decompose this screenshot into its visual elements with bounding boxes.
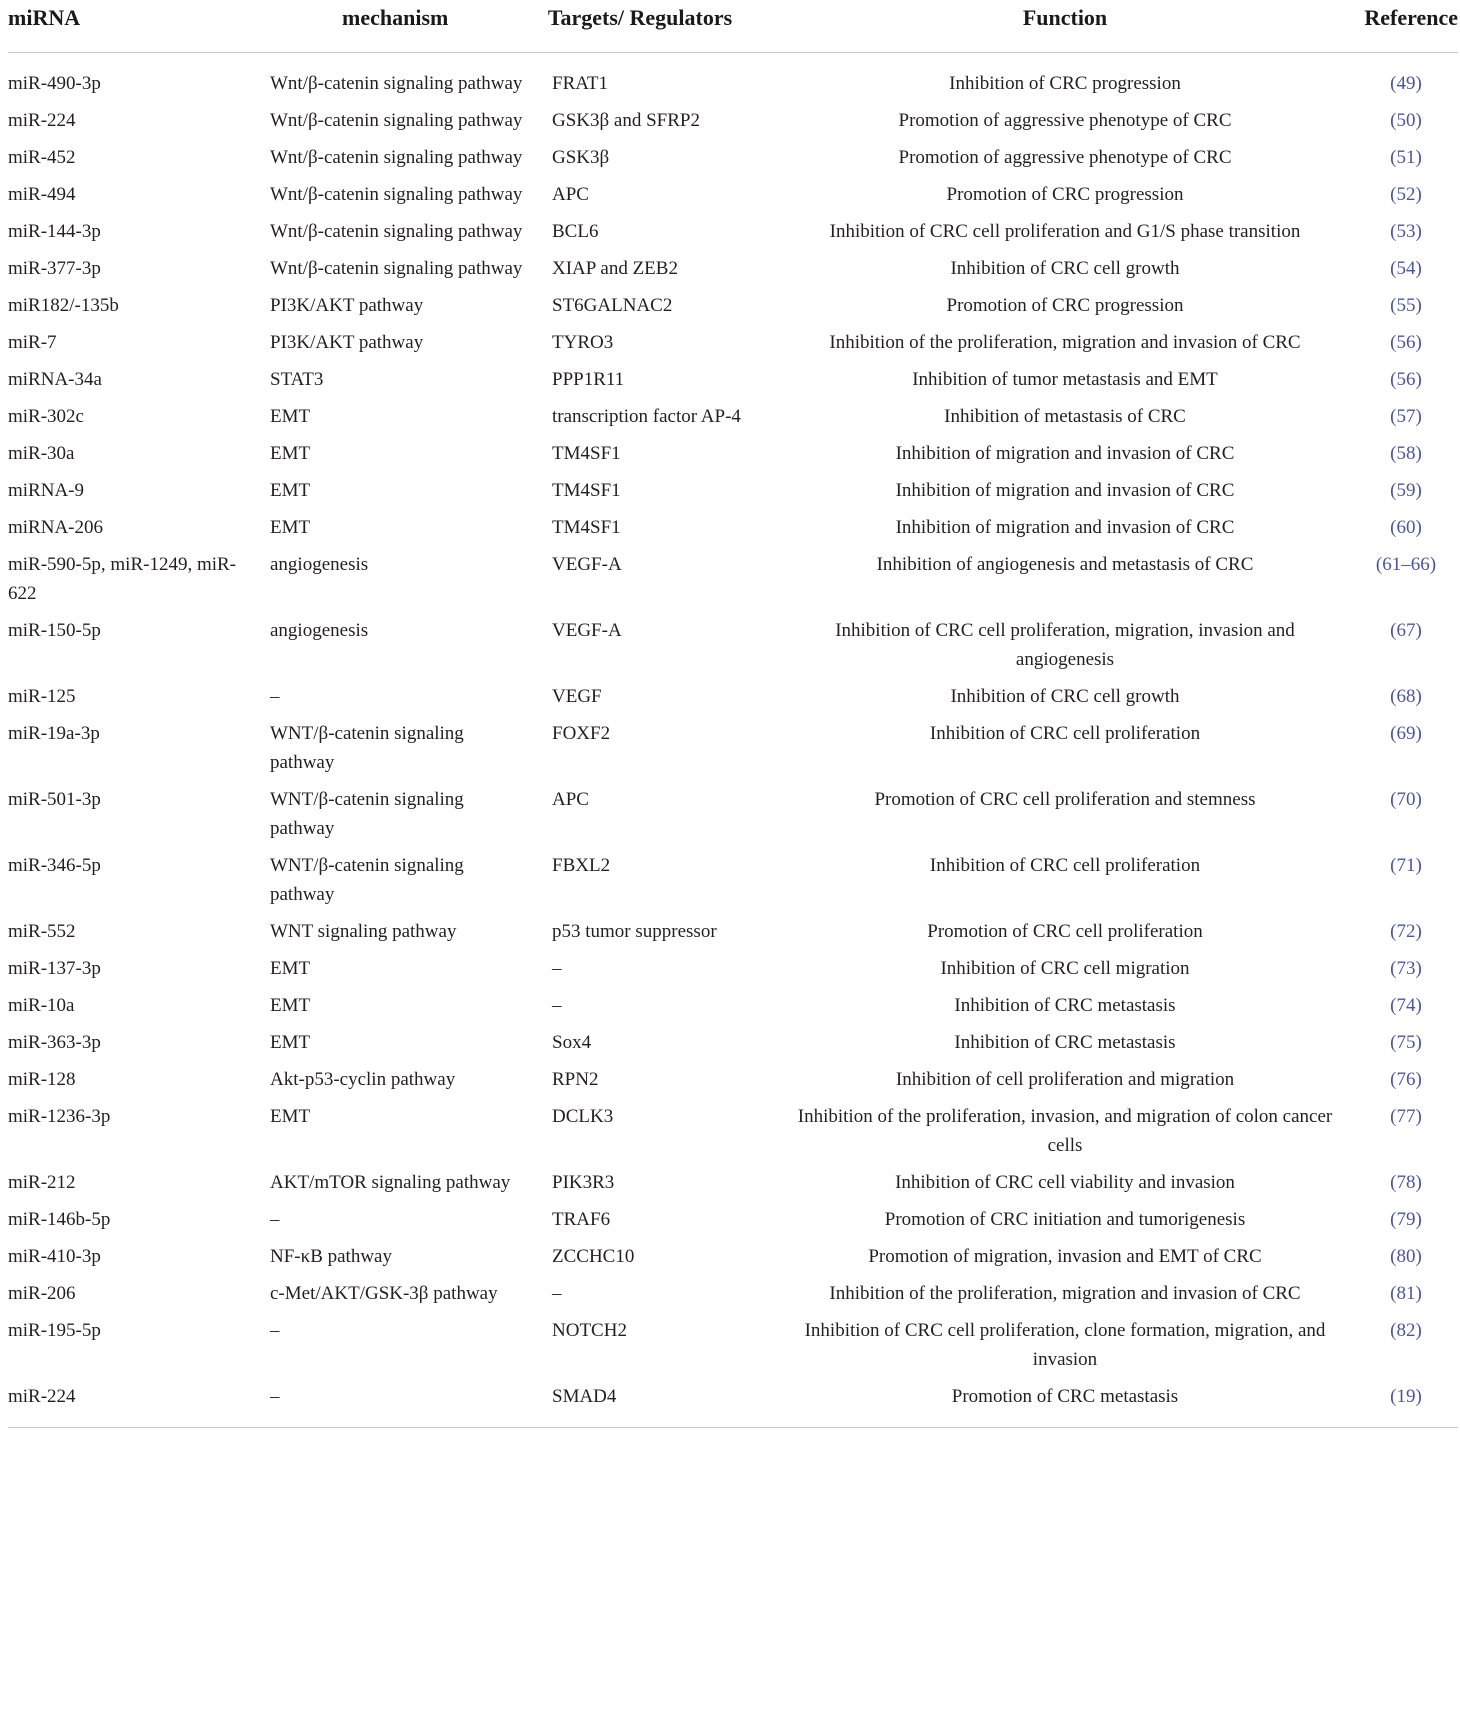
cell-targets: TRAF6 [552,1209,611,1230]
table-row [8,1275,1458,1312]
cell-targets: TM4SF1 [552,480,621,501]
cell-mirna: miR-146b-5p [8,1209,111,1230]
cell-targets: APC [552,184,589,205]
reference-link[interactable]: (55) [1390,295,1422,316]
cell-targets: TM4SF1 [552,443,621,464]
cell-function: Inhibition of CRC cell growth [950,686,1180,707]
cell-mechanism: EMT [270,958,311,979]
table-row [8,678,1458,715]
table-row [8,102,1458,139]
reference-link[interactable]: (70) [1390,789,1422,810]
cell-mechanism: Wnt/β-catenin signaling pathway [270,258,523,279]
cell-function: Inhibition of CRC cell proliferation [929,855,1201,876]
cell-mirna: miR-206 [8,1283,76,1304]
reference-link[interactable]: (60) [1390,517,1422,538]
reference-link[interactable]: (69) [1390,723,1422,744]
reference-link[interactable]: (61–66) [1375,554,1437,575]
cell-function: Promotion of CRC cell proliferation [927,921,1203,942]
cell-mirna: miRNA-206 [8,517,103,538]
reference-link[interactable]: (49) [1390,73,1422,94]
cell-function: Promotion of CRC metastasis [776,1378,1354,1428]
cell-function: Inhibition of CRC cell proliferation, clone formation, migration, and invasion [804,1320,1326,1370]
cell-targets: transcription factor AP-4 [552,406,741,427]
reference-link[interactable]: (53) [1390,221,1422,242]
cell-targets: TM4SF1 [552,517,621,538]
cell-targets: – [552,958,562,979]
table-row [8,987,1458,1024]
reference-link[interactable]: (72) [1390,921,1422,942]
reference-link[interactable]: (19) [1354,1378,1458,1428]
table-row [8,781,1458,847]
cell-mirna: miR-452 [8,147,76,168]
cell-targets: BCL6 [552,221,599,242]
cell-mechanism: EMT [270,1032,311,1053]
table-row [8,1201,1458,1238]
cell-mirna: miR-128 [8,1069,76,1090]
reference-link[interactable]: (58) [1390,443,1422,464]
table-row [8,913,1458,950]
cell-targets: – [552,1283,562,1304]
cell-mechanism: WNT signaling pathway [270,921,457,942]
cell-mirna: miR-590-5p, miR-1249, miR-622 [8,554,236,604]
cell-function: Inhibition of migration and invasion of CRC [895,517,1235,538]
table-row [8,1312,1458,1378]
cell-mechanism: EMT [270,1106,311,1127]
cell-function: Inhibition of CRC cell proliferation [929,723,1201,744]
reference-link[interactable]: (71) [1390,855,1422,876]
cell-function: Inhibition of migration and invasion of CRC [895,480,1235,501]
reference-link[interactable]: (73) [1390,958,1422,979]
cell-mirna: miRNA-9 [8,480,84,501]
cell-mirna: miR-125 [8,686,76,707]
table-row [8,361,1458,398]
table-row [8,950,1458,987]
cell-targets: VEGF [552,686,602,707]
table-row [8,472,1458,509]
cell-mechanism: – [270,1378,544,1428]
cell-mirna: miR-494 [8,184,76,205]
table-row [8,509,1458,546]
cell-targets: DCLK3 [552,1106,614,1127]
cell-targets: VEGF-A [552,620,622,641]
header-mechanism: mechanism [270,0,544,53]
cell-mechanism: EMT [270,995,311,1016]
table-row [8,398,1458,435]
reference-link[interactable]: (54) [1390,258,1422,279]
header-reference: Reference [1354,0,1458,53]
cell-function: Inhibition of CRC progression [949,73,1181,94]
table-row [8,213,1458,250]
reference-link[interactable]: (75) [1390,1032,1422,1053]
cell-mechanism: – [270,686,280,707]
cell-mechanism: Wnt/β-catenin signaling pathway [270,221,523,242]
header-row [8,0,1458,53]
cell-mechanism: NF-κB pathway [270,1246,392,1267]
reference-link[interactable]: (56) [1390,369,1422,390]
cell-mirna: miR-363-3p [8,1032,101,1053]
cell-mechanism: EMT [270,517,311,538]
reference-link[interactable]: (82) [1390,1320,1422,1341]
cell-function: Promotion of migration, invasion and EMT of CRC [868,1246,1262,1267]
cell-mirna: miR-7 [8,332,57,353]
cell-function: Inhibition of the proliferation, migration and invasion of CRC [829,332,1301,353]
cell-mirna: miR-552 [8,921,76,942]
cell-mechanism: Akt-p53-cyclin pathway [270,1069,456,1090]
table-row [8,1098,1458,1164]
cell-targets: GSK3β and SFRP2 [552,110,700,131]
table-row [8,139,1458,176]
cell-targets: SMAD4 [544,1378,776,1428]
cell-function: Inhibition of migration and invasion of CRC [895,443,1235,464]
cell-function: Promotion of aggressive phenotype of CRC [898,147,1232,168]
reference-link[interactable]: (79) [1390,1209,1422,1230]
cell-function: Inhibition of CRC cell proliferation, migration, invasion and angiogenesis [835,620,1295,670]
reference-link[interactable]: (74) [1390,995,1422,1016]
table-row [8,1378,1458,1428]
cell-function: Inhibition of CRC metastasis [954,1032,1176,1053]
reference-link[interactable]: (77) [1390,1106,1422,1127]
cell-mirna: miR-224 [8,1378,270,1428]
reference-link[interactable]: (51) [1390,147,1422,168]
cell-targets: NOTCH2 [552,1320,627,1341]
cell-targets: FOXF2 [552,723,611,744]
table-row [8,612,1458,678]
table-row [8,1238,1458,1275]
cell-function: Inhibition of CRC cell growth [950,258,1180,279]
cell-mechanism: Wnt/β-catenin signaling pathway [270,110,523,131]
table-row [8,324,1458,361]
cell-targets: p53 tumor suppressor [552,921,717,942]
cell-mechanism: WNT/β-catenin signaling pathway [270,723,464,773]
cell-function: Promotion of aggressive phenotype of CRC [898,110,1232,131]
table-row [8,53,1458,103]
reference-link[interactable]: (59) [1390,480,1422,501]
cell-function: Inhibition of the proliferation, invasion, and migration of colon cancer cells [797,1106,1333,1156]
cell-targets: ZCCHC10 [552,1246,635,1267]
mirna-table-container [8,0,1458,1428]
cell-mechanism: – [270,1209,280,1230]
cell-mirna: miR-150-5p [8,620,101,641]
header-mirna: miRNA [8,0,270,53]
cell-mirna: miR-501-3p [8,789,101,810]
cell-mechanism: Wnt/β-catenin signaling pathway [270,184,523,205]
cell-mirna: miR-1236-3p [8,1106,111,1127]
cell-function: Inhibition of CRC cell migration [940,958,1190,979]
table-row [8,176,1458,213]
reference-link[interactable]: (68) [1390,686,1422,707]
cell-mirna: miR-410-3p [8,1246,101,1267]
cell-function: Promotion of CRC progression [946,184,1184,205]
cell-function: Inhibition of metastasis of CRC [944,406,1186,427]
table-row [8,1061,1458,1098]
table-row [8,250,1458,287]
header-targets: Targets/ Regulators [544,0,776,53]
cell-targets: APC [552,789,589,810]
cell-function: Inhibition of CRC metastasis [954,995,1176,1016]
cell-mirna: miR-224 [8,110,76,131]
reference-link[interactable]: (67) [1390,620,1422,641]
cell-mechanism: WNT/β-catenin signaling pathway [270,789,464,839]
cell-mechanism: Wnt/β-catenin signaling pathway [270,147,523,168]
table-row [8,1024,1458,1061]
reference-link[interactable]: (57) [1390,406,1422,427]
reference-link[interactable]: (52) [1390,184,1422,205]
cell-mirna: miR-346-5p [8,855,101,876]
cell-mirna: miR-30a [8,443,75,464]
cell-function: Promotion of CRC progression [946,295,1184,316]
cell-mechanism: PI3K/AKT pathway [270,295,424,316]
cell-mechanism: – [270,1320,280,1341]
cell-targets: ST6GALNAC2 [552,295,673,316]
cell-targets: VEGF-A [552,554,622,575]
cell-targets: TYRO3 [552,332,614,353]
cell-mechanism: STAT3 [270,369,324,390]
table-row [8,435,1458,472]
cell-function: Promotion of CRC cell proliferation and stemness [874,789,1256,810]
cell-mirna: miR-10a [8,995,75,1016]
cell-mirna: miR-137-3p [8,958,101,979]
mirna-table [8,0,1458,1428]
cell-targets: FRAT1 [552,73,608,94]
cell-mechanism: angiogenesis [270,620,369,641]
cell-function: Inhibition of tumor metastasis and EMT [912,369,1218,390]
cell-targets: RPN2 [552,1069,599,1090]
table-header [8,0,1458,53]
cell-targets: FBXL2 [552,855,611,876]
cell-function: Inhibition of cell proliferation and migration [895,1069,1235,1090]
cell-mirna: miR182/-135b [8,295,119,316]
cell-targets: PPP1R11 [552,369,625,390]
cell-mechanism: c-Met/AKT/GSK-3β pathway [270,1283,498,1304]
reference-link[interactable]: (56) [1390,332,1422,353]
reference-link[interactable]: (78) [1390,1172,1422,1193]
cell-function: Inhibition of CRC cell proliferation and G1/S phase transition [829,221,1301,242]
cell-function: Inhibition of the proliferation, migration and invasion of CRC [829,1283,1301,1304]
cell-mirna: miR-302c [8,406,84,427]
table-row [8,715,1458,781]
cell-mirna: miRNA-34a [8,369,102,390]
cell-targets: Sox4 [552,1032,592,1053]
cell-function: Inhibition of CRC cell viability and invasion [895,1172,1235,1193]
reference-link[interactable]: (81) [1390,1283,1422,1304]
reference-link[interactable]: (80) [1390,1246,1422,1267]
cell-mechanism: EMT [270,480,311,501]
cell-targets: – [552,995,562,1016]
reference-link[interactable]: (76) [1390,1069,1422,1090]
cell-mechanism: EMT [270,406,311,427]
cell-function: Promotion of CRC initiation and tumorigenesis [884,1209,1246,1230]
cell-targets: XIAP and ZEB2 [552,258,678,279]
cell-mirna: miR-19a-3p [8,723,100,744]
table-body [8,53,1458,1428]
cell-mechanism: Wnt/β-catenin signaling pathway [270,73,523,94]
cell-mechanism: WNT/β-catenin signaling pathway [270,855,464,905]
cell-mirna: miR-195-5p [8,1320,101,1341]
cell-mechanism: AKT/mTOR signaling pathway [270,1172,511,1193]
cell-targets: GSK3β [552,147,610,168]
table-row [8,847,1458,913]
table-row [8,546,1458,612]
cell-mirna: miR-490-3p [8,73,101,94]
cell-mechanism: angiogenesis [270,554,369,575]
table-row [8,287,1458,324]
cell-mechanism: PI3K/AKT pathway [270,332,424,353]
cell-mirna: miR-377-3p [8,258,101,279]
cell-mirna: miR-144-3p [8,221,101,242]
header-function: Function [776,0,1354,53]
cell-mechanism: EMT [270,443,311,464]
cell-function: Inhibition of angiogenesis and metastasis of CRC [876,554,1254,575]
table-row [8,1164,1458,1201]
cell-mirna: miR-212 [8,1172,76,1193]
reference-link[interactable]: (50) [1390,110,1422,131]
cell-targets: PIK3R3 [552,1172,615,1193]
